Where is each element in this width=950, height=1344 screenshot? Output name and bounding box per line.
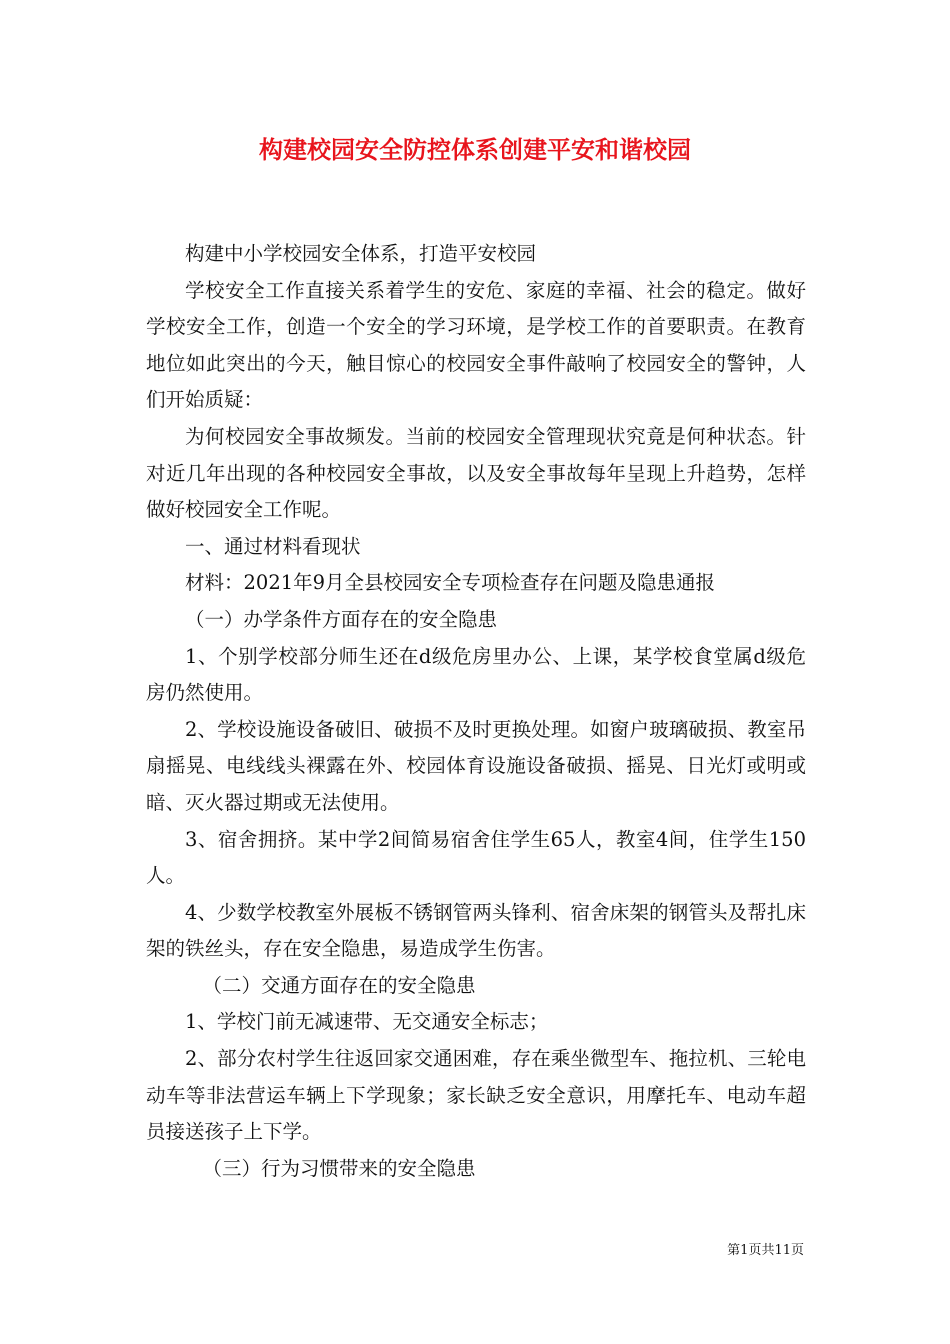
document-title: 构建校园安全防控体系创建平安和谐校园 bbox=[259, 135, 691, 164]
paragraph-material: 材料：2021年9月全县校园安全专项检查存在问题及隐患通报 bbox=[185, 571, 716, 595]
paragraph-intro: 学校安全工作直接关系着学生的安危、家庭的幸福、社会的稳定。做好学校安全工作，创造一个安全的学习环境，是学校工作的首要职责。在教育地位如此突出的今天，触目惊心的校园安全事件敲响了校园安全的警钟，人们开始质疑： bbox=[146, 278, 806, 412]
subsection-heading-1: （一）办学条件方面存在的安全隐患 bbox=[185, 607, 498, 631]
list-item-1-2: 2、学校设施设备破旧、破损不及时更换处理。如窗户玻璃破损、教室吊扇摇晃、电线线头裸露在外、校园体育设施设备破损、摇晃、日光灯或明或暗、灭火器过期或无法使用。 bbox=[146, 717, 806, 814]
list-item-1-1: 1、个别学校部分师生还在d级危房里办公、上课，某学校食堂属d级危房仍然使用。 bbox=[146, 644, 806, 705]
paragraph-subtitle: 构建中小学校园安全体系，打造平安校园 bbox=[185, 242, 537, 265]
subsection-heading-2: （二）交通方面存在的安全隐患 bbox=[202, 973, 476, 997]
list-item-1-3: 3、宿舍拥挤。某中学2间简易宿舍住学生65人，教室4间，住学生150人。 bbox=[146, 827, 806, 888]
subsection-heading-3: （三）行为习惯带来的安全隐患 bbox=[202, 1156, 476, 1180]
paragraph-question: 为何校园安全事故频发。当前的校园安全管理现状究竟是何种状态。针对近几年出现的各种校园安全事故，以及安全事故每年呈现上升趋势，怎样做好校园安全工作呢。 bbox=[146, 424, 806, 522]
section-heading-1: 一、通过材料看现状 bbox=[185, 534, 361, 558]
document-body bbox=[146, 236, 806, 1187]
list-item-2-2: 2、部分农村学生往返回家交通困难，存在乘坐微型车、拖拉机、三轮电动车等非法营运车辆上下学现象；家长缺乏安全意识，用摩托车、电动车超员接送孩子上下学。 bbox=[146, 1047, 806, 1144]
list-item-2-1: 1、学校门前无减速带、无交通安全标志； bbox=[185, 1010, 549, 1034]
list-item-1-4: 4、少数学校教室外展板不锈钢管两头锋利、宿舍床架的钢管头及帮扎床架的铁丝头，存在安全隐患，易造成学生伤害。 bbox=[146, 900, 806, 961]
page-number-footer: 第1页共11页 bbox=[727, 1243, 804, 1258]
